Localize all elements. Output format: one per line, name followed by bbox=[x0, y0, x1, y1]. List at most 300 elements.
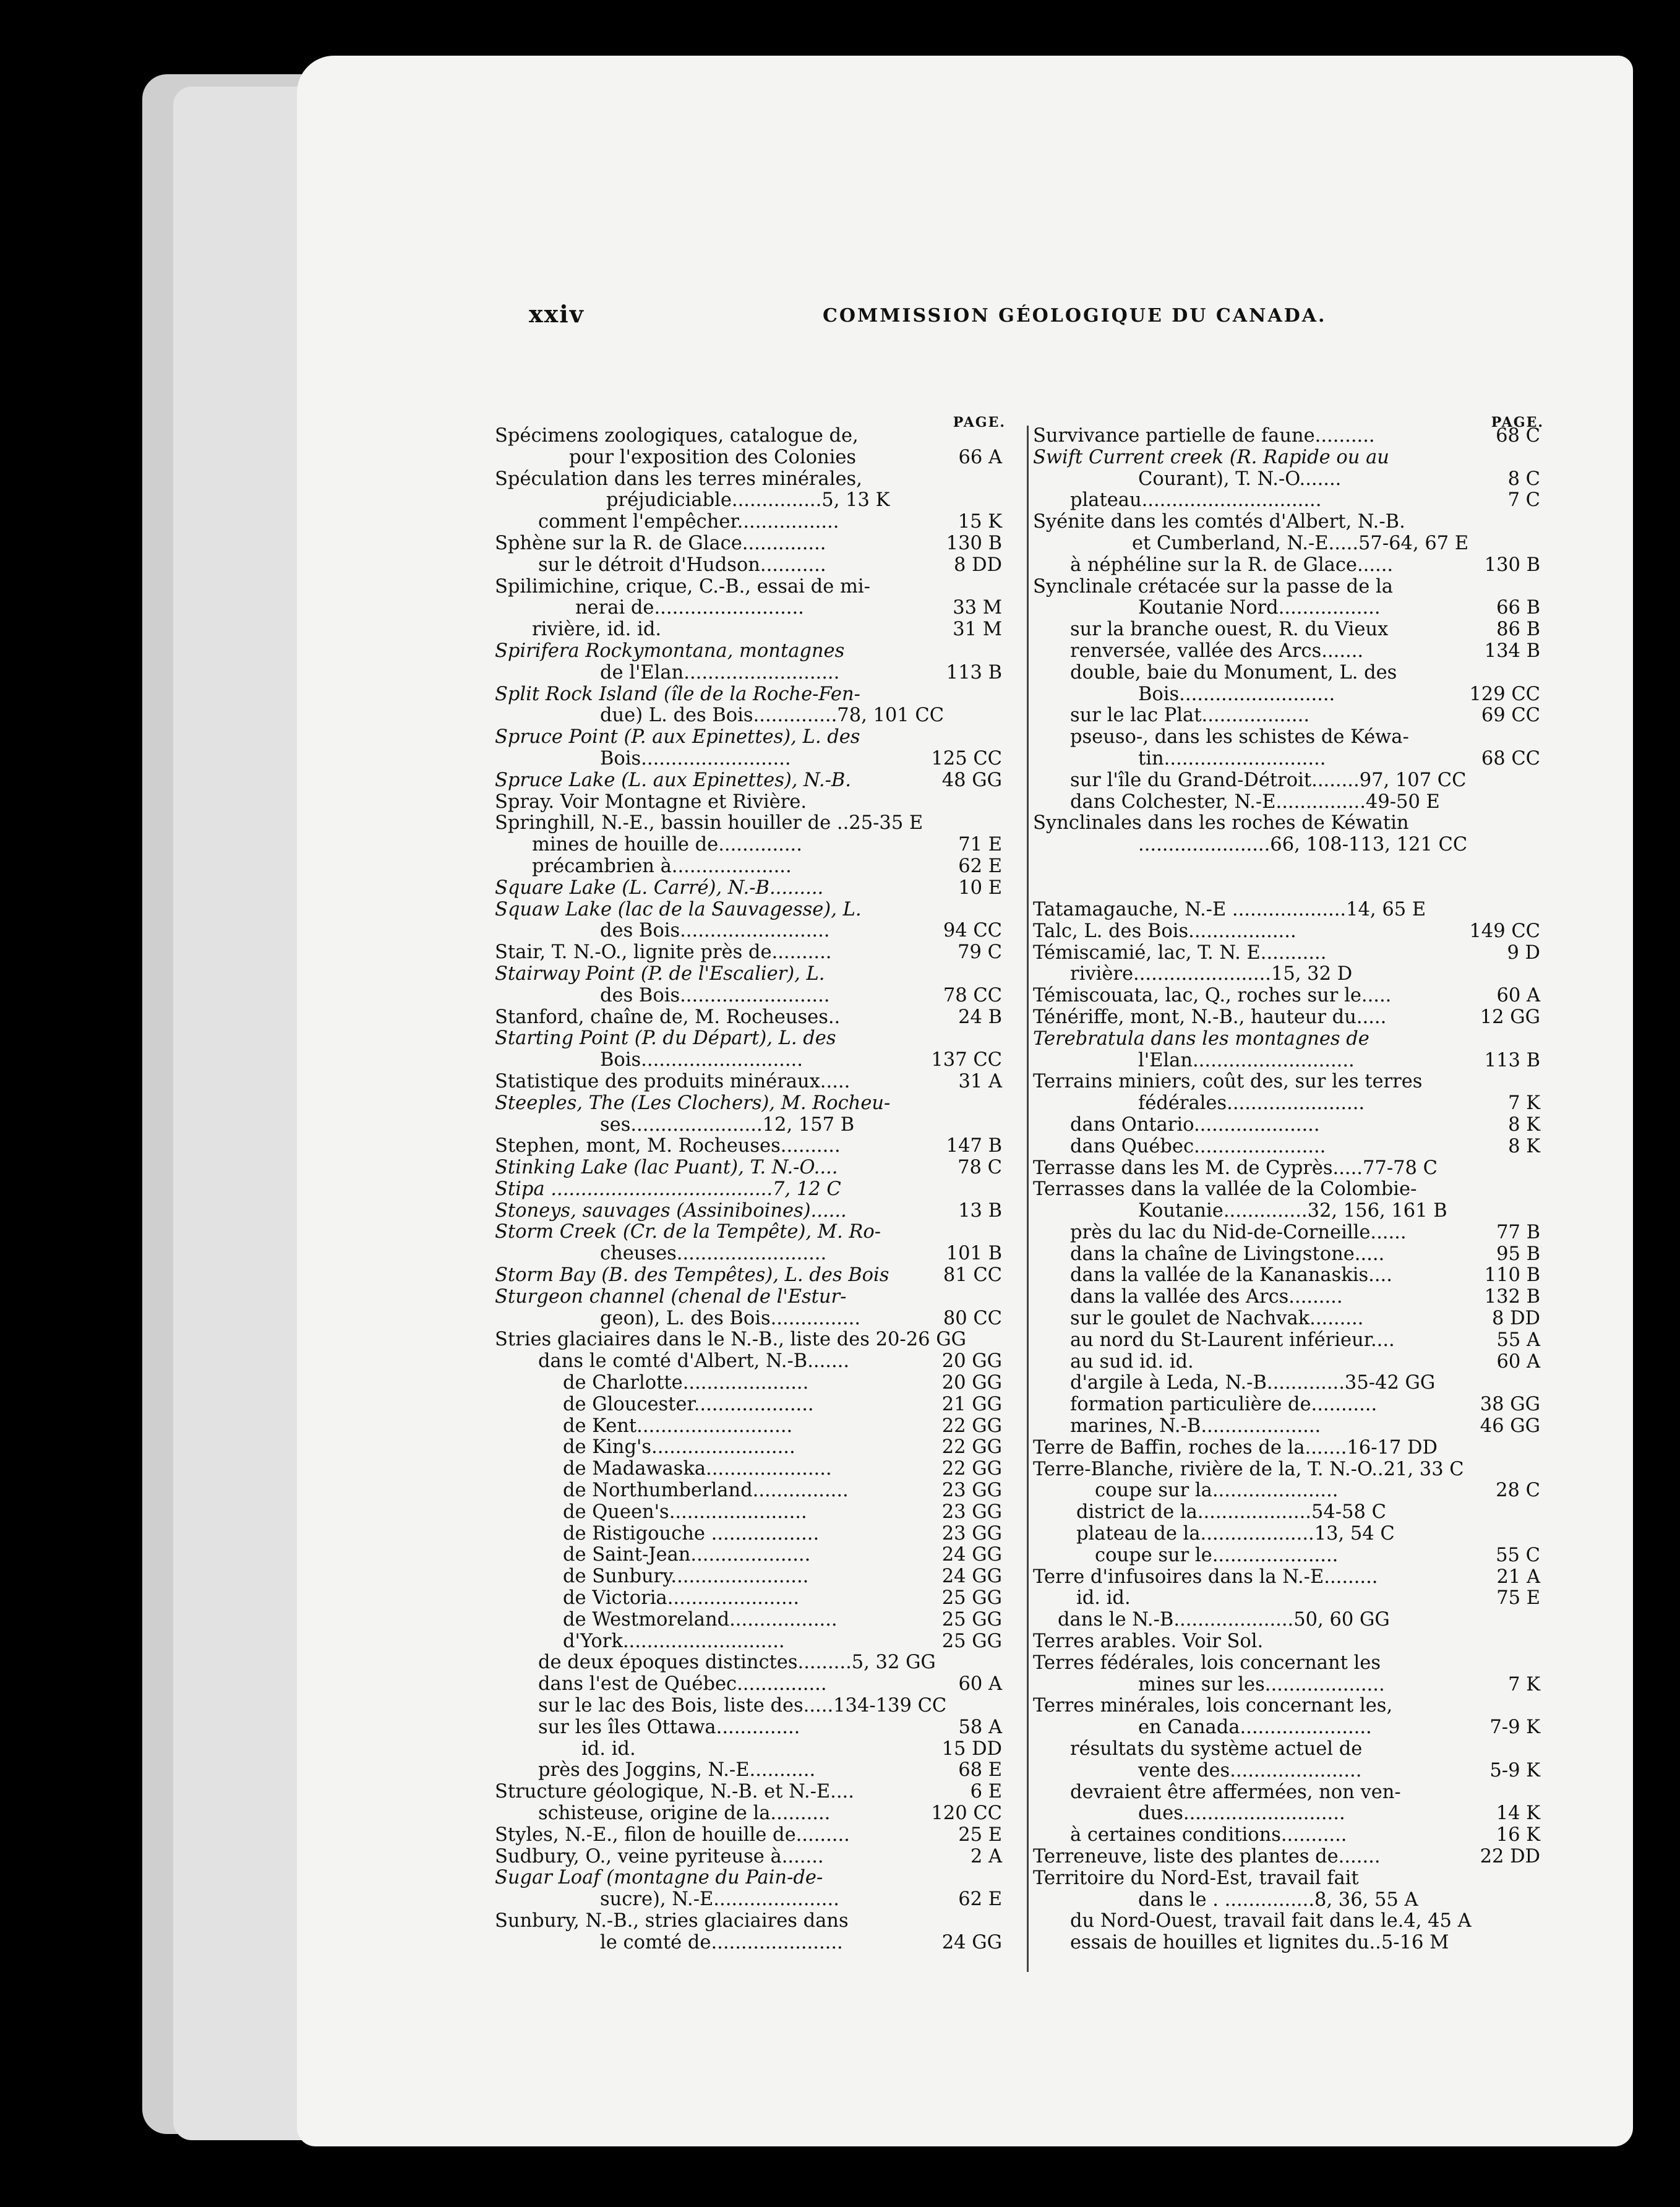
index-entry-page: 25 GG bbox=[941, 1630, 1002, 1652]
index-entry-page: 15 K bbox=[958, 511, 1002, 533]
index-entry-text: Territoire du Nord-Est, travail fait bbox=[1033, 1867, 1359, 1889]
index-entry-page: 68 E bbox=[958, 1759, 1002, 1781]
index-entry bbox=[495, 1867, 1002, 1889]
index-entry-text: dans le comté d'Albert, N.-B....... bbox=[538, 1350, 850, 1373]
index-entry-text: des Bois......................... bbox=[600, 984, 830, 1006]
index-entry bbox=[1033, 1911, 1540, 1932]
index-entry bbox=[1033, 1803, 1540, 1825]
index-entry-text: Koutanie Nord................. bbox=[1138, 597, 1381, 619]
index-entry bbox=[495, 447, 1002, 469]
index-entry-page: 23 GG bbox=[941, 1480, 1002, 1502]
index-entry-page: 9 D bbox=[1507, 941, 1540, 964]
index-entry-text: coupe sur la..................... bbox=[1095, 1480, 1339, 1502]
index-entry-page: 13 B bbox=[958, 1199, 1002, 1222]
index-entry bbox=[1033, 1609, 1540, 1631]
index-entry-text: sur l'île du Grand-Détroit........97, 107 CC bbox=[1070, 769, 1467, 791]
index-entry-page: 94 CC bbox=[943, 920, 1002, 942]
index-entry bbox=[1033, 447, 1540, 469]
index-entry-page: 79 C bbox=[958, 941, 1002, 964]
index-entry-text: sur le lac des Bois, liste des.....134-139 CC bbox=[538, 1695, 947, 1717]
index-entry-text: formation particulière de........... bbox=[1070, 1394, 1378, 1416]
index-entry-page: 7 C bbox=[1507, 489, 1540, 512]
index-entry bbox=[495, 1480, 1002, 1502]
index-entry-text: Terres fédérales, lois concernant les bbox=[1033, 1652, 1381, 1674]
column-page-label: PAGE. bbox=[953, 414, 1006, 431]
index-entry-page: 86 B bbox=[1496, 619, 1540, 641]
index-entry-text: Spéculation dans les terres minérales, bbox=[495, 468, 862, 490]
index-entry bbox=[1033, 1136, 1540, 1158]
index-entry-text: dans la chaîne de Livingstone..... bbox=[1070, 1243, 1385, 1265]
index-entry-text: Statistique des produits minéraux..... bbox=[495, 1070, 851, 1092]
index-entry bbox=[495, 964, 1002, 985]
index-entry-text: Syénite dans les comtés d'Albert, N.-B. bbox=[1033, 511, 1405, 533]
index-entry-text: de deux époques distinctes.........5, 32 GG bbox=[538, 1652, 936, 1674]
index-entry-page: 101 B bbox=[946, 1243, 1002, 1265]
index-entry-page: 8 K bbox=[1508, 1135, 1540, 1157]
index-entry-text: sur le goulet de Nachvak......... bbox=[1070, 1308, 1364, 1330]
index-entry-text: de Kent.......................... bbox=[563, 1415, 793, 1437]
index-entry-text: et Cumberland, N.-E.....57-64, 67 E bbox=[1132, 532, 1469, 554]
index-entry-page: 8 C bbox=[1507, 468, 1540, 490]
index-entry-text: de Ristigouche .................. bbox=[563, 1522, 820, 1545]
index-entry-text: dans Québec...................... bbox=[1070, 1135, 1326, 1157]
document-page bbox=[297, 56, 1633, 2146]
index-entry bbox=[1033, 1244, 1540, 1266]
index-entry-text: en Canada...................... bbox=[1138, 1716, 1372, 1739]
index-entry bbox=[495, 684, 1002, 706]
index-entry-text: Starting Point (P. du Départ), L. des bbox=[495, 1027, 836, 1050]
index-entry-text: près du lac du Nid-de-Corneille...... bbox=[1070, 1221, 1407, 1243]
index-entry-text: de Charlotte..................... bbox=[563, 1372, 809, 1394]
index-entry bbox=[1033, 813, 1540, 834]
index-entry-page: 78 CC bbox=[943, 984, 1002, 1006]
index-entry bbox=[1033, 1868, 1540, 1890]
index-entry bbox=[495, 1136, 1002, 1157]
index-entry-page: 23 GG bbox=[941, 1501, 1002, 1523]
index-entry-page: 68 CC bbox=[1481, 747, 1540, 769]
index-entry bbox=[1033, 1179, 1540, 1201]
index-entry-page: 48 GG bbox=[941, 769, 1002, 791]
index-entry-page: 21 A bbox=[1496, 1566, 1540, 1588]
index-entry-text: Synclinales dans les roches de Kéwatin bbox=[1033, 812, 1409, 834]
index-entry bbox=[495, 856, 1002, 878]
index-entry bbox=[495, 426, 1002, 447]
index-entry bbox=[1033, 1545, 1540, 1567]
index-entry bbox=[495, 1846, 1002, 1868]
index-entry bbox=[1033, 1394, 1540, 1416]
index-entry-text: id. id. bbox=[1076, 1587, 1131, 1609]
index-entry bbox=[495, 1545, 1002, 1566]
index-entry-text: Spruce Lake (L. aux Epinettes), N.-B. bbox=[495, 769, 851, 791]
index-entry-text: ......................66, 108-113, 121 CC bbox=[1138, 834, 1468, 856]
index-entry-text: l'Elan........................... bbox=[1138, 1049, 1355, 1071]
index-entry-text: dans la vallée des Arcs......... bbox=[1070, 1286, 1343, 1308]
index-entry-text: Spirifera Rockymontana, montagnes bbox=[495, 640, 845, 662]
index-entry-text: préjudiciable...............5, 13 K bbox=[606, 489, 890, 512]
index-entry-text: de Madawaska..................... bbox=[563, 1458, 832, 1480]
index-entry bbox=[1033, 533, 1540, 555]
index-entry bbox=[1033, 705, 1540, 727]
index-entry-text: devraient être affermées, non ven- bbox=[1070, 1781, 1401, 1803]
index-entry bbox=[495, 1437, 1002, 1459]
index-entry-text: Stephen, mont, M. Rocheuses.......... bbox=[495, 1135, 841, 1157]
index-entry bbox=[495, 555, 1002, 576]
index-entry-text: d'argile à Leda, N.-B.............35-42 GG bbox=[1070, 1372, 1436, 1394]
index-entry-text: près des Joggins, N.-E........... bbox=[538, 1759, 816, 1781]
index-entry-page: 14 K bbox=[1496, 1802, 1540, 1825]
index-entry-text: dans la vallée de la Kananaskis.... bbox=[1070, 1264, 1392, 1287]
index-entry-page: 66 A bbox=[958, 446, 1002, 468]
index-entry bbox=[495, 1179, 1002, 1201]
index-entry bbox=[495, 1243, 1002, 1265]
index-entry-text: sur les îles Ottawa.............. bbox=[538, 1716, 800, 1738]
index-entry-page: 129 CC bbox=[1469, 683, 1540, 705]
index-entry bbox=[495, 1674, 1002, 1695]
index-entry bbox=[1033, 1588, 1540, 1609]
index-entry bbox=[495, 1889, 1002, 1911]
index-entry bbox=[495, 1351, 1002, 1373]
index-entry-page: 12 GG bbox=[1480, 1006, 1540, 1028]
index-entry-text: Spruce Point (P. aux Epinettes), L. des bbox=[495, 726, 860, 748]
index-entry-text: de Westmoreland.................. bbox=[563, 1608, 838, 1631]
index-entry bbox=[495, 512, 1002, 533]
index-entry bbox=[1033, 1007, 1540, 1029]
index-entry bbox=[495, 1007, 1002, 1029]
index-entry-page: 80 CC bbox=[943, 1307, 1002, 1329]
index-entry-page: 25 GG bbox=[941, 1608, 1002, 1631]
index-entry-text: Courant), T. N.-O....... bbox=[1138, 468, 1342, 490]
index-entry-text: au sud id. id. bbox=[1070, 1350, 1194, 1373]
index-entry-text: Springhill, N.-E., bassin houiller de ..25-35 E bbox=[495, 812, 924, 834]
index-entry-page: 22 GG bbox=[941, 1458, 1002, 1480]
index-entry-text: sur le lac Plat.................. bbox=[1070, 705, 1310, 727]
index-entry bbox=[495, 1566, 1002, 1588]
index-entry-text: de l'Elan.......................... bbox=[600, 661, 840, 684]
index-entry bbox=[495, 1588, 1002, 1609]
index-entry bbox=[1033, 943, 1540, 964]
index-entry-text: Ténériffe, mont, N.-B., hauteur du..... bbox=[1033, 1006, 1387, 1028]
index-entry bbox=[495, 1717, 1002, 1739]
index-entry bbox=[495, 1803, 1002, 1825]
index-entry-text: de Victoria...................... bbox=[563, 1587, 800, 1609]
index-entry-text: plateau de la...................13, 54 C bbox=[1076, 1523, 1395, 1545]
index-entry-page: 20 GG bbox=[941, 1372, 1002, 1394]
index-entry-text: Talc, L. des Bois.................. bbox=[1033, 920, 1296, 942]
index-entry-text: rivière.......................15, 32 D bbox=[1070, 963, 1353, 985]
index-entry-text: de Northumberland................ bbox=[563, 1480, 849, 1502]
index-entry-text: Terre d'infusoires dans la N.-E......... bbox=[1033, 1566, 1378, 1588]
index-entry bbox=[1033, 684, 1540, 706]
index-entry bbox=[495, 1781, 1002, 1803]
index-entry-text: Témiscouata, lac, Q., roches sur le..... bbox=[1033, 985, 1392, 1007]
index-entry-page: 2 A bbox=[970, 1845, 1002, 1867]
index-entry-page: 22 DD bbox=[1480, 1846, 1540, 1867]
index-entry-text: Tatamagauche, N.-E ...................14, 65 E bbox=[1033, 898, 1426, 920]
index-entry bbox=[1033, 490, 1540, 512]
index-entry bbox=[1033, 576, 1540, 598]
index-entry-page: 95 B bbox=[1496, 1243, 1540, 1265]
index-entry bbox=[495, 813, 1002, 834]
index-entry-page: 38 GG bbox=[1480, 1394, 1540, 1416]
index-entry-text: geon), L. des Bois............... bbox=[600, 1307, 861, 1329]
index-entry-page: 6 E bbox=[970, 1781, 1002, 1803]
index-column-left bbox=[495, 414, 1006, 1954]
index-entry-page: 7-9 K bbox=[1489, 1716, 1540, 1739]
index-entry bbox=[1033, 1050, 1540, 1072]
index-entry bbox=[495, 985, 1002, 1007]
index-entry bbox=[1033, 1695, 1540, 1717]
index-entry-page: 71 E bbox=[958, 834, 1002, 856]
index-entry bbox=[1033, 921, 1540, 943]
index-entry bbox=[1033, 1480, 1540, 1502]
index-entry bbox=[1033, 619, 1540, 641]
index-entry-page: 132 B bbox=[1484, 1286, 1540, 1308]
index-entry-page: 8 K bbox=[1508, 1113, 1540, 1136]
index-entry-text: Stinking Lake (lac Puant), T. N.-O.... bbox=[495, 1157, 838, 1179]
index-entry-text: Terrains miniers, coût des, sur les terres bbox=[1033, 1071, 1423, 1093]
index-entry-text: Steeples, The (Les Clochers), M. Rocheu- bbox=[495, 1092, 891, 1114]
index-entry-text: du Nord-Ouest, travail fait dans le.4, 45 A bbox=[1070, 1910, 1472, 1932]
index-entry bbox=[1033, 1523, 1540, 1545]
index-entry-page: 24 GG bbox=[941, 1566, 1002, 1588]
index-entry bbox=[1033, 1287, 1540, 1308]
index-entry bbox=[495, 942, 1002, 964]
index-entry bbox=[495, 1911, 1002, 1932]
index-entry-page: 46 GG bbox=[1480, 1415, 1540, 1438]
index-entry bbox=[1033, 1308, 1540, 1330]
index-entry-page: 10 E bbox=[958, 876, 1002, 899]
index-entry bbox=[495, 1825, 1002, 1846]
index-entry bbox=[1033, 1717, 1540, 1739]
index-entry bbox=[495, 1760, 1002, 1781]
index-entry bbox=[1033, 1674, 1540, 1696]
index-entry-page: 33 M bbox=[953, 597, 1002, 619]
index-entry-page: 110 B bbox=[1484, 1264, 1540, 1287]
index-entry-text: marines, N.-B.................... bbox=[1070, 1415, 1321, 1438]
index-entry-page: 137 CC bbox=[931, 1049, 1002, 1071]
index-entry-page: 7 K bbox=[1508, 1092, 1540, 1115]
index-entry-text: Stries glaciaires dans le N.-B., liste des 20-26 GG bbox=[495, 1329, 966, 1351]
index-entry-text: mines de houille de.............. bbox=[532, 834, 802, 856]
index-entry-page: 134 B bbox=[1484, 640, 1540, 662]
index-entry-text: nerai de......................... bbox=[575, 597, 804, 619]
index-entry bbox=[495, 727, 1002, 748]
index-entry-text: au nord du St-Laurent inférieur.... bbox=[1070, 1329, 1395, 1351]
index-entry bbox=[1033, 727, 1540, 748]
index-entry-text: pour l'exposition des Colonies bbox=[569, 446, 857, 468]
index-entry bbox=[495, 1739, 1002, 1760]
index-entry-page: 22 GG bbox=[941, 1436, 1002, 1459]
index-entry-text: Stairway Point (P. de l'Escalier), L. bbox=[495, 962, 825, 985]
index-entry bbox=[495, 834, 1002, 856]
index-entry-page: 24 GG bbox=[941, 1544, 1002, 1566]
index-entry bbox=[1033, 1653, 1540, 1674]
index-entry bbox=[495, 662, 1002, 684]
index-entry-text: Spray. Voir Montagne et Rivière. bbox=[495, 791, 807, 813]
index-entry-text: rivière, id. id. bbox=[532, 619, 662, 641]
index-entry-text: Spilimichine, crique, C.-B., essai de mi- bbox=[495, 575, 870, 598]
index-entry bbox=[495, 469, 1002, 491]
index-entry-text: sucre), N.-E..................... bbox=[600, 1888, 839, 1911]
index-entry-text: sur la branche ouest, R. du Vieux bbox=[1070, 619, 1389, 641]
index-entry-text: d'York........................... bbox=[563, 1630, 785, 1652]
index-entry-page: 113 B bbox=[946, 661, 1002, 684]
index-entry bbox=[1033, 641, 1540, 662]
index-entry-text: tin........................... bbox=[1138, 747, 1326, 769]
index-entry-text: sur le détroit d'Hudson........... bbox=[538, 554, 826, 576]
index-entry-page: 149 CC bbox=[1469, 920, 1540, 942]
index-entry-page: 60 A bbox=[958, 1673, 1002, 1695]
index-entry-text: pseuso-, dans les schistes de Kéwa- bbox=[1070, 726, 1409, 748]
index-entry bbox=[1033, 598, 1540, 619]
index-entry-page: 31 M bbox=[953, 619, 1002, 641]
page-number: xxiv bbox=[529, 300, 585, 328]
index-entry-text: Sugar Loaf (montagne du Pain-de- bbox=[495, 1867, 823, 1889]
index-entry-text: Storm Creek (Cr. de la Tempête), M. Ro- bbox=[495, 1221, 881, 1243]
index-entry bbox=[1033, 1029, 1540, 1050]
index-entry-text: Bois......................... bbox=[600, 747, 791, 769]
index-entry-text: des Bois......................... bbox=[600, 920, 830, 942]
index-entry bbox=[1033, 1846, 1540, 1868]
index-entry-text: résultats du système actuel de bbox=[1070, 1738, 1363, 1760]
index-entry-page: 68 C bbox=[1496, 425, 1540, 447]
index-entry-text: Stipa .....................................7, 12 C bbox=[495, 1178, 841, 1200]
index-entry-text: Terre de Baffin, roches de la.......16-17 DD bbox=[1033, 1436, 1438, 1459]
index-entry bbox=[1033, 555, 1540, 576]
index-entry-text: Spécimens zoologiques, catalogue de, bbox=[495, 425, 859, 447]
index-entry bbox=[1033, 512, 1540, 533]
index-entry bbox=[1033, 792, 1540, 813]
index-entry-text: Sphène sur la R. de Glace.............. bbox=[495, 532, 826, 554]
index-entry-page: 21 GG bbox=[941, 1393, 1002, 1415]
index-entry bbox=[495, 770, 1002, 792]
index-entry bbox=[1033, 964, 1540, 985]
index-entry-page: 8 DD bbox=[953, 554, 1002, 576]
index-entry bbox=[1033, 1631, 1540, 1653]
index-entry bbox=[1033, 1438, 1540, 1459]
index-entry-page: 81 CC bbox=[943, 1264, 1002, 1287]
index-entry bbox=[495, 792, 1002, 813]
index-entry-page: 130 B bbox=[946, 532, 1002, 554]
index-entry bbox=[495, 619, 1002, 641]
index-entry bbox=[1033, 1760, 1540, 1782]
index-entry-text: Square Lake (L. Carré), N.-B......... bbox=[495, 876, 824, 899]
index-entry bbox=[495, 1050, 1002, 1071]
index-entry bbox=[495, 1695, 1002, 1717]
index-entry-page: 22 GG bbox=[941, 1415, 1002, 1437]
index-entry-page: 55 A bbox=[1496, 1329, 1540, 1351]
index-entry-page: 24 B bbox=[958, 1006, 1002, 1028]
index-entry-page: 58 A bbox=[958, 1716, 1002, 1738]
index-entry-page: 24 GG bbox=[941, 1931, 1002, 1953]
index-entry-text: dues........................... bbox=[1138, 1802, 1345, 1825]
index-entry-text: renversée, vallée des Arcs....... bbox=[1070, 640, 1364, 662]
index-entry-page: 5-9 K bbox=[1489, 1759, 1540, 1781]
index-entry bbox=[495, 1265, 1002, 1287]
index-entry bbox=[1033, 1890, 1540, 1911]
index-entry-page: 130 B bbox=[1484, 554, 1540, 576]
index-entry bbox=[1033, 1115, 1540, 1136]
index-entry bbox=[1033, 1201, 1540, 1222]
index-entry-text: Styles, N.-E., filon de houille de......... bbox=[495, 1823, 850, 1846]
index-entry-text: à certaines conditions........... bbox=[1070, 1824, 1347, 1846]
index-entry-page: 20 GG bbox=[941, 1350, 1002, 1373]
index-entry-text: Survivance partielle de faune.......... bbox=[1033, 425, 1375, 447]
index-entry bbox=[495, 1459, 1002, 1480]
index-entry-page: 60 A bbox=[1496, 985, 1540, 1007]
index-entry-text: Terebratula dans les montagnes de bbox=[1033, 1027, 1369, 1050]
index-entry-text: Storm Bay (B. des Tempêtes), L. des Bois bbox=[495, 1264, 889, 1287]
index-entry-text: Terrasses dans la vallée de la Colombie- bbox=[1033, 1178, 1417, 1201]
index-entry-text: Split Rock Island (île de la Roche-Fen- bbox=[495, 683, 860, 705]
index-entry bbox=[495, 1373, 1002, 1394]
index-entry bbox=[495, 1115, 1002, 1136]
index-entry-text: Terreneuve, liste des plantes de....... bbox=[1033, 1846, 1381, 1867]
index-entry-page: 25 E bbox=[958, 1823, 1002, 1846]
index-entry bbox=[495, 641, 1002, 662]
index-entry-page: 125 CC bbox=[931, 747, 1002, 769]
index-entry-text: dans le N.-B....................50, 60 GG bbox=[1058, 1609, 1390, 1631]
index-entry bbox=[1033, 1782, 1540, 1804]
index-entry bbox=[495, 1093, 1002, 1115]
index-entry-text: plateau.............................. bbox=[1070, 489, 1322, 512]
index-entry-text: de King's........................ bbox=[563, 1436, 795, 1459]
index-entry-text: dans Colchester, N.-E...............49-50 E bbox=[1070, 791, 1440, 813]
index-entry-text: dans le . ...............8, 36, 55 A bbox=[1138, 1888, 1418, 1911]
index-entry-text: vente des...................... bbox=[1138, 1759, 1362, 1781]
index-entry-text: Terrasse dans les M. de Cyprès.....77-78 C bbox=[1033, 1157, 1438, 1179]
index-entry-text: Swift Current creek (R. Rapide ou au bbox=[1033, 446, 1389, 468]
index-entry-text: cheuses......................... bbox=[600, 1243, 827, 1265]
index-entry bbox=[1033, 1265, 1540, 1287]
index-entry bbox=[1033, 1502, 1540, 1523]
index-entry bbox=[495, 533, 1002, 555]
index-entry bbox=[1033, 1222, 1540, 1244]
page-header bbox=[297, 300, 1633, 337]
index-entry-text: Stanford, chaîne de, M. Rocheuses.. bbox=[495, 1006, 841, 1028]
index-entry bbox=[495, 1028, 1002, 1050]
index-entry bbox=[495, 705, 1002, 727]
index-entry bbox=[495, 1394, 1002, 1416]
index-entry-text: le comté de...................... bbox=[600, 1931, 843, 1953]
index-entry-page: 147 B bbox=[946, 1135, 1002, 1157]
index-entry-text: essais de houilles et lignites du..5-16 M bbox=[1070, 1932, 1449, 1954]
index-entry-text: comment l'empêcher................. bbox=[538, 511, 839, 533]
index-entry-page: 31 A bbox=[958, 1070, 1002, 1092]
index-entry-text: Sturgeon channel (chenal de l'Estur- bbox=[495, 1285, 847, 1308]
index-entry bbox=[1033, 1459, 1540, 1481]
index-entry-text: Terres arables. Voir Sol. bbox=[1033, 1631, 1264, 1653]
index-entry bbox=[495, 1157, 1002, 1179]
index-entry-text: Koutanie..............32, 156, 161 B bbox=[1138, 1200, 1447, 1222]
index-entry bbox=[495, 920, 1002, 942]
index-entry-text: Bois.......................... bbox=[1138, 683, 1335, 705]
index-entry-text: à néphéline sur la R. de Glace...... bbox=[1070, 554, 1394, 576]
index-entry-text: de Saint-Jean.................... bbox=[563, 1544, 811, 1566]
index-entry bbox=[495, 1652, 1002, 1674]
index-entry-page: 69 CC bbox=[1481, 705, 1540, 727]
index-entry bbox=[1033, 1739, 1540, 1760]
index-entry-page: 75 E bbox=[1496, 1587, 1540, 1609]
index-entry bbox=[1033, 469, 1540, 491]
index-entry-page: 60 A bbox=[1496, 1350, 1540, 1373]
column-divider bbox=[1027, 426, 1029, 1972]
index-entry-text: district de la...................54-58 C bbox=[1076, 1501, 1386, 1523]
index-entry-text: Terres minérales, lois concernant les, bbox=[1033, 1695, 1393, 1717]
index-entry-page: 55 C bbox=[1496, 1544, 1540, 1566]
index-entry-text: due) L. des Bois..............78, 101 CC bbox=[600, 705, 945, 727]
index-entry-text: dans Ontario..................... bbox=[1070, 1113, 1320, 1136]
